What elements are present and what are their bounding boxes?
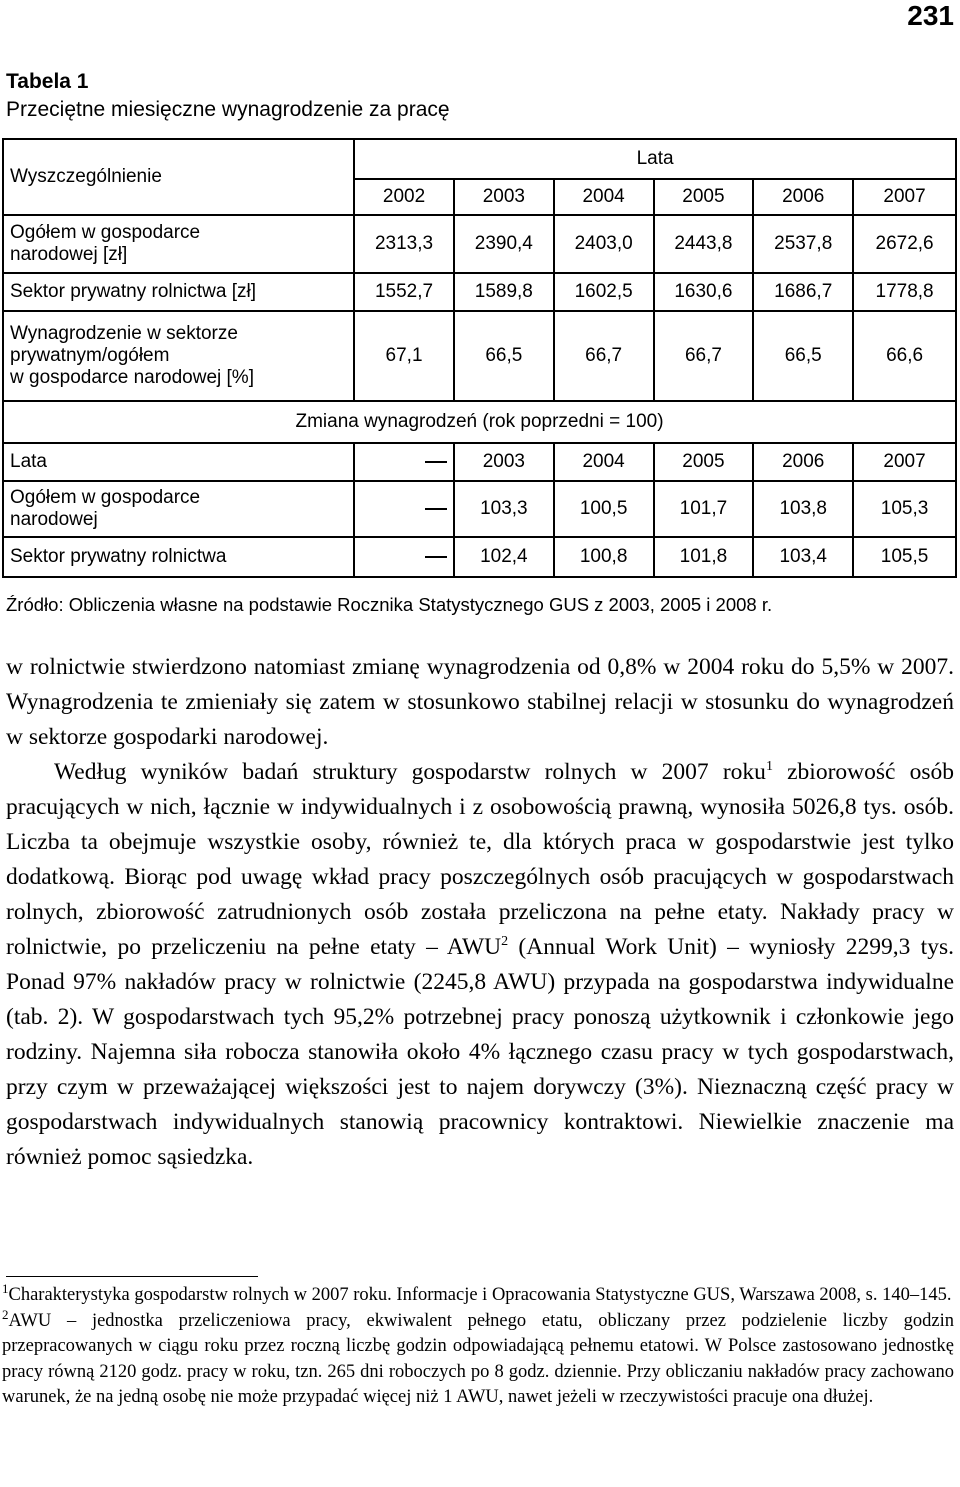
footnote [2, 1280, 954, 1309]
row-label-line: Ogółem w gospodarce [10, 222, 201, 243]
header-years-label: Lata [354, 139, 956, 179]
cell: 66,5 [753, 311, 853, 401]
table-label: Tabela 1 [6, 70, 89, 93]
table-row [3, 481, 956, 537]
header-year: 2004 [554, 179, 654, 215]
row-label [3, 311, 354, 401]
empty-cell-dash [354, 481, 454, 537]
header-year: 2006 [753, 443, 853, 481]
row-label-line: Wynagrodzenie w sektorze [10, 323, 238, 344]
row-label-line: narodowej [zł] [10, 244, 128, 265]
empty-cell-dash [354, 537, 454, 577]
cell: 102,4 [454, 537, 554, 577]
page-number: 231 [907, 0, 954, 31]
cell: 66,7 [554, 311, 654, 401]
cell: 1602,5 [554, 273, 654, 311]
paragraph: w rolnictwie stwierdzono natomiast zmianę wynagrodzenia od 0,8% w 2004 roku do 5,5% w 2007. Wynagrodzenia te zmieniały się zatem w stosunkowo stabilnej relacji w stosunku do wynagrodzeń w sektorze gospodarki narodowej. [6, 654, 954, 750]
footnotes [2, 1280, 954, 1411]
cell: 1630,6 [654, 273, 754, 311]
cell: 66,5 [454, 311, 554, 401]
cell: 1589,8 [454, 273, 554, 311]
row-label-line: Ogółem w gospodarce [10, 487, 201, 508]
footnote-separator [6, 1276, 258, 1277]
cell: 100,5 [554, 481, 654, 537]
table-row [3, 311, 956, 401]
table-row [3, 215, 956, 273]
header-year: 2006 [753, 179, 853, 215]
table-source: Źródło: Obliczenia własne na podstawie Rocznika Statystycznego GUS z 2003, 2005 i 2008 r. [6, 594, 773, 615]
cell: 105,5 [853, 537, 956, 577]
row-label-line: narodowej [10, 509, 98, 530]
cell: 103,3 [454, 481, 554, 537]
footnote [2, 1306, 954, 1411]
cell: 2443,8 [654, 215, 754, 273]
cell: 67,1 [354, 311, 454, 401]
paragraph [6, 755, 954, 1175]
header-year: 2004 [554, 443, 654, 481]
row-label: Sektor prywatny rolnictwa [3, 537, 354, 577]
dash-mark [425, 461, 447, 463]
table-row [3, 443, 956, 481]
body-text [6, 650, 954, 1175]
cell: 1686,7 [753, 273, 853, 311]
cell: 1778,8 [853, 273, 956, 311]
row-label-line: w gospodarce narodowej [%] [10, 367, 254, 388]
wage-table [2, 138, 957, 578]
paragraph-text: Według wyników badań struktury gospodarstw rolnych w 2007 roku [54, 759, 766, 785]
table-caption [6, 68, 450, 124]
cell: 66,7 [654, 311, 754, 401]
footnote-ref: 1 [765, 759, 773, 775]
table-row [3, 273, 956, 311]
footnote-ref: 2 [501, 934, 509, 950]
row-label [3, 215, 354, 273]
footnote-text: Charakterystyka gospodarstw rolnych w 2007 roku. Informacje i Opracowania Statystyczne GUS, Warszawa 2008, s. 140–145. [8, 1285, 952, 1305]
cell: 2403,0 [554, 215, 654, 273]
cell: 101,7 [654, 481, 754, 537]
paragraph-text: zbiorowość osób pracujących w nich, łącznie w indywidualnych i z osobowością prawną, wynosiła 5026,8 tys. osób. Liczba ta obejmuje wszystkie osoby, również te, dla których praca w gospodarstwie jest tylko dodatkową. Biorąc pod uwagę wkład pracy poszczególnych osób pracujących w gospodarstwach rolnych, zbiorowość zatrudnionych osób została przeliczona na pełne etaty. Nakłady pracy w rolnictwie, po przeliczeniu na pełne etaty – AWU [6, 759, 955, 960]
cell: 101,8 [654, 537, 754, 577]
paragraph-text: (Annual Work Unit) – wyniosły 2299,3 tys. Ponad 97% nakładów pracy w rolnictwie (2245,8 AWU) przypada na gospodarstwa indywidualne (tab. 2). W gospodarstwach tych 95,2% potrzebnej pracy ponoszą użytkownik i członkowie jego rodziny. Najemna siła robocza stanowiła około 4% łącznego czasu pracy w tych gospodarstwach, przy czym w przeważającej większości jest to najem dorywczy (3%). Nieznaczną część pracy w gospodarstwach indywidualnych stanowią pracownicy kontraktowi. Niewielkie znaczenie ma również pomoc sąsiedzka. [6, 934, 954, 1170]
cell: 66,6 [853, 311, 956, 401]
cell: 2537,8 [753, 215, 853, 273]
row-label: Lata [3, 443, 354, 481]
header-year: 2005 [654, 443, 754, 481]
cell: 2390,4 [454, 215, 554, 273]
header-year: 2007 [853, 179, 956, 215]
row-label [3, 481, 354, 537]
header-year: 2003 [454, 443, 554, 481]
footnote-mark: 2 [2, 1306, 9, 1322]
header-year: 2005 [654, 179, 754, 215]
cell: 100,8 [554, 537, 654, 577]
table-row [3, 537, 956, 577]
row-label: Sektor prywatny rolnictwa [zł] [3, 273, 354, 311]
cell: 103,8 [753, 481, 853, 537]
footnote-mark: 1 [2, 1280, 9, 1296]
cell: 1552,7 [354, 273, 454, 311]
header-year: 2003 [454, 179, 554, 215]
empty-cell-dash [354, 443, 454, 481]
cell: 105,3 [853, 481, 956, 537]
dash-mark [425, 508, 447, 510]
cell: 2672,6 [853, 215, 956, 273]
row-label-line: prywatnym/ogółem [10, 345, 170, 366]
cell: 2313,3 [354, 215, 454, 273]
header-year: 2002 [354, 179, 454, 215]
footnote-text: AWU – jednostka przeliczeniowa pracy, ekwiwalent pełnego etatu, obliczany przez podzielenie liczby godzin przepracowanych w ciągu roku przez roczną liczbę godzin odpowiadającą pełnemu etatowi. W Polsce zastosowano jednostkę pracy równą 2120 godz. pracy w roku, tzn. 265 dni roboczych po 8 godz. dziennie. Przy obliczaniu nakładów pracy zachowano warunek, że na jedną osobę nie może przypadać więcej niż 1 AWU, nawet jeżeli w rzeczywistości pracuje ona dłużej. [2, 1310, 954, 1407]
table-title: Przeciętne miesięczne wynagrodzenie za pracę [6, 98, 450, 121]
cell: 103,4 [753, 537, 853, 577]
table-subheader: Zmiana wynagrodzeń (rok poprzedni = 100) [3, 401, 956, 443]
header-year: 2007 [853, 443, 956, 481]
dash-mark [425, 556, 447, 558]
header-col-label: Wyszczególnienie [3, 139, 354, 215]
